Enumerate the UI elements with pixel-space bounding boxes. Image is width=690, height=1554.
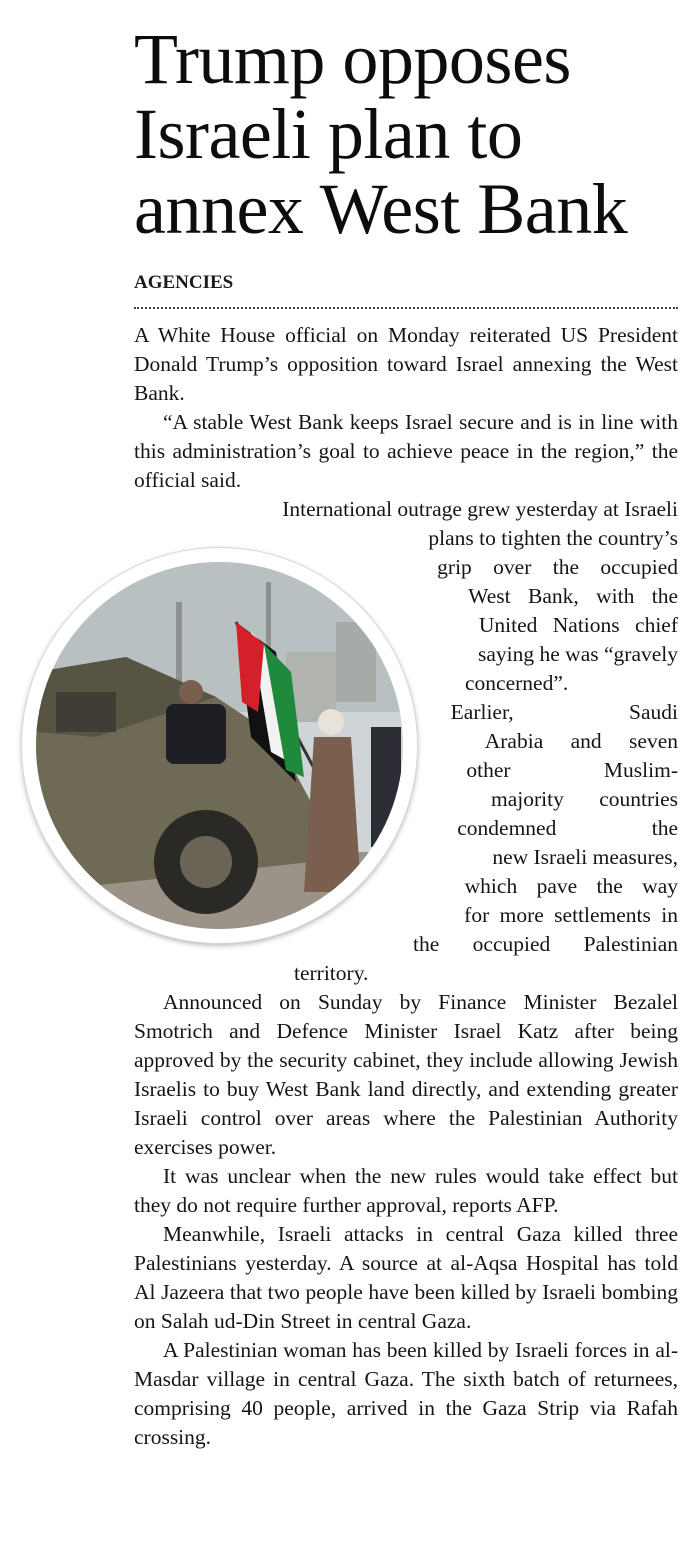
text-line: International outrage grew yesterday at Israeli [282, 497, 678, 521]
text-line: the occupied Palestinian [413, 932, 678, 956]
text-line: President Donald Trump’s opposition toward [134, 323, 678, 376]
text-line: Hospital has told Al Jazeera that two people have [134, 1251, 678, 1304]
article-body [134, 321, 678, 1452]
text-line: Announced on Sunday by Finance Minister [163, 990, 614, 1014]
text-line: control over areas where the Palestinian Authority [200, 1106, 679, 1130]
text-line: Bank land directly, and extending greater Israeli [134, 1077, 679, 1130]
text-line: A White House official on Monday reiterated US [134, 323, 598, 347]
text-line: peace in the region,” the official said. [134, 439, 678, 492]
text-line: exercises power. [134, 1135, 277, 1159]
text-line: three Palestinians yesterday. A source at al-Aqsa [134, 1222, 678, 1275]
paragraph-7 [134, 1220, 678, 1336]
text-line: Earlier, Saudi [450, 700, 678, 724]
text-line: concerned”. [465, 671, 569, 695]
text-line: which pave the way [464, 874, 678, 898]
text-line: forces in al-Masdar village in central Gaza. The [134, 1338, 679, 1391]
dotted-divider [134, 307, 678, 309]
text-line: Israel annexing the West Bank. [134, 352, 678, 405]
text-line: for more settlements in [464, 903, 678, 927]
text-line: Meanwhile, Israeli attacks in central Gaza killed [163, 1222, 636, 1246]
byline: AGENCIES [134, 272, 234, 293]
text-line: Arabia and seven [484, 729, 678, 753]
paragraph-5 [134, 988, 678, 1162]
text-line: condemned the [457, 816, 678, 840]
text-line: West Bank, with the [468, 584, 678, 608]
text-line: Street in central Gaza. [280, 1309, 472, 1333]
headline-line: Trump opposes [134, 19, 571, 99]
text-line: saying he was “gravely [478, 642, 678, 666]
text-line: arrived in the Gaza Strip via Rafah crossing. [134, 1396, 678, 1449]
headline-line: annex West Bank [134, 169, 628, 249]
text-line: new Israeli measures, [492, 845, 678, 869]
text-line: reports AFP. [452, 1193, 559, 1217]
text-line: A Palestinian woman has been killed by Israeli [163, 1338, 575, 1362]
text-line: effect but they do not require further approval, [134, 1164, 678, 1217]
text-line: Katz after being approved by the security cabinet, [134, 1019, 678, 1072]
text-line: grip over the occupied [437, 555, 678, 579]
paragraph-4 [134, 698, 678, 988]
paragraph-1 [134, 321, 678, 408]
text-line: plans to tighten the country’s [428, 526, 678, 550]
text-line: they include allowing Jewish Israelis to buy West [134, 1048, 678, 1101]
headline [134, 19, 684, 249]
paragraph-3 [134, 495, 678, 698]
text-line: sixth batch of returnees, comprising 40 people, [134, 1367, 678, 1420]
paragraph-2 [134, 408, 678, 495]
paragraph-6 [134, 1162, 678, 1220]
text-line: other Muslim- [466, 758, 678, 782]
headline-line: Israeli plan to [134, 94, 523, 174]
text-line: been killed by Israeli bombing on Salah ud-Din [134, 1280, 679, 1333]
text-line: territory. [294, 961, 369, 985]
paragraph-8 [134, 1336, 678, 1452]
text-line: Bezalel Smotrich and Defence Minister Israel [134, 990, 678, 1043]
text-line: in line with this administration’s goal to achieve [134, 410, 678, 463]
text-line: “A stable West Bank keeps Israel secure and is [163, 410, 579, 434]
text-line: It was unclear when the new rules would take [163, 1164, 594, 1188]
text-line: majority countries [490, 787, 678, 811]
text-line: United Nations chief [478, 613, 678, 637]
